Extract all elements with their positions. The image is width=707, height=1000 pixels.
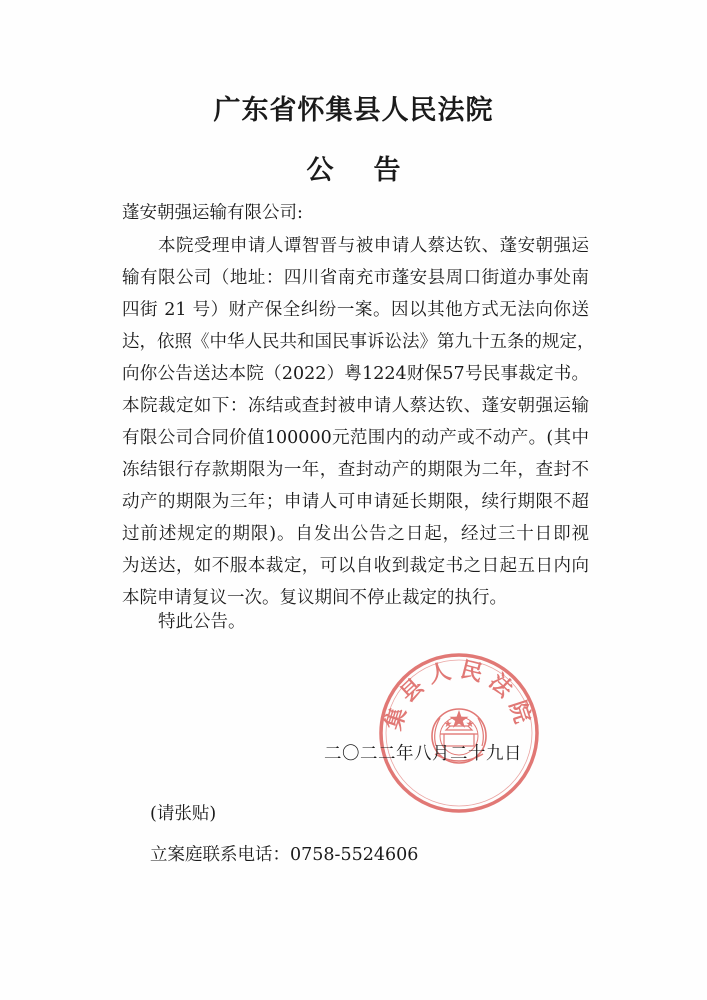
contact-phone: 立案庭联系电话：0758-5524606 xyxy=(150,845,419,865)
body-line: 本院裁定如下：冻结或查封被申请人蔡达钦、蓬安朝强运输 xyxy=(122,396,589,416)
body-line: 冻结银行存款期限为一年，查封动产的期限为二年，查封不 xyxy=(122,460,589,480)
seal-text-path: 集县人民法院 xyxy=(381,657,537,734)
body-line: 本院申请复议一次。复议期间不停止裁定的执行。 xyxy=(122,588,507,608)
posting-note: (请张贴) xyxy=(150,804,217,824)
body-line: 四街 21 号）财产保全纠纷一案。因以其他方式无法向你送 xyxy=(122,300,589,320)
body-line: 输有限公司（地址：四川省南充市蓬安县周口街道办事处南 xyxy=(122,268,589,288)
emblem-star xyxy=(450,710,469,728)
body-line: 达，依照《中华人民共和国民事诉讼法》第九十五条的规定， xyxy=(122,332,595,352)
body-line: 有限公司合同价值100000元范围内的动产或不动产。(其中 xyxy=(122,428,589,448)
body-line: 向你公告送达本院（2022）粤1224财保57号民事裁定书。 xyxy=(122,364,589,384)
body-line: 本院受理申请人谭智晋与被申请人蔡达钦、蓬安朝强运 xyxy=(158,236,589,256)
body-line: 动产的期限为三年；申请人可申请延长期限，续行期限不超 xyxy=(122,492,589,512)
court-name: 广东省怀集县人民法院 xyxy=(213,95,494,126)
document-title: 公告 xyxy=(306,155,441,186)
court-seal-stamp xyxy=(376,650,542,816)
body-line: 为送达，如不服本裁定，可以自收到裁定书之日起五日内向 xyxy=(122,556,589,576)
issue-date: 二〇二二年八月二十九日 xyxy=(324,744,522,764)
closing-statement: 特此公告。 xyxy=(158,612,246,632)
addressee: 蓬安朝强运输有限公司: xyxy=(122,203,303,223)
body-line: 过前述规定的期限)。自发出公告之日起，经过三十日即视 xyxy=(122,524,589,544)
